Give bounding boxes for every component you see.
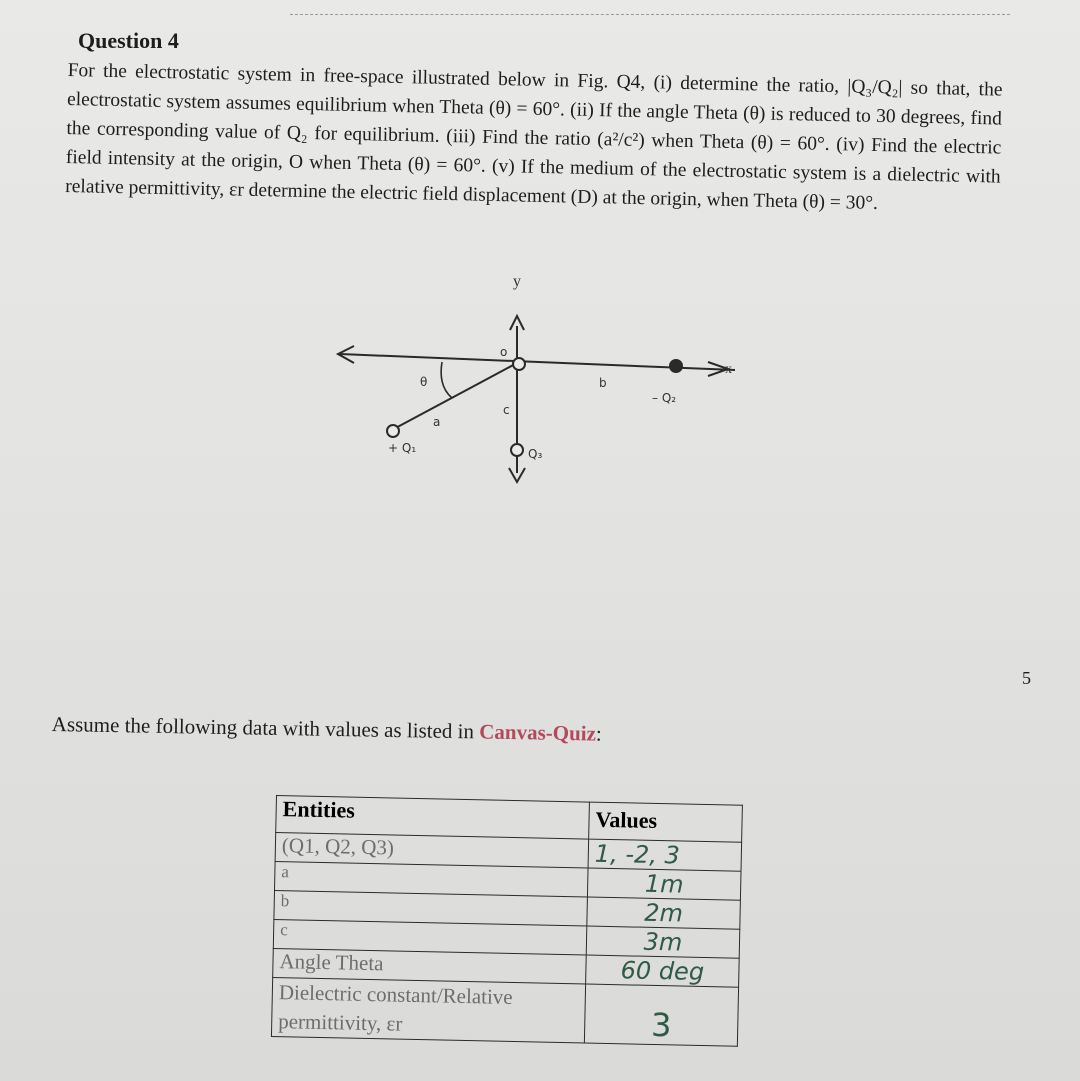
entity-cell: b (274, 890, 588, 926)
theta-label: θ (420, 375, 428, 389)
q1-charge-icon (387, 425, 399, 437)
header-entities: Entities (276, 796, 590, 840)
entity-cell: a (274, 861, 588, 897)
x-axis-label: x (725, 362, 732, 377)
origin-label: o (500, 345, 508, 359)
b-label: b (599, 376, 607, 390)
top-divider (290, 14, 1010, 15)
assume-line (52, 712, 602, 747)
a-label: a (433, 415, 441, 429)
canvas-quiz-highlight: Canvas-Quiz (479, 719, 597, 746)
entity-cell: c (273, 919, 587, 955)
margin-number: 5 (1022, 668, 1031, 688)
question-text-block (65, 56, 1003, 221)
c-label: c (503, 403, 510, 417)
q3-label: Q₃ (528, 447, 543, 461)
header-values: Values (589, 802, 743, 842)
assume-prefix: Assume the following data with values as listed in (51, 712, 480, 744)
data-table-wrap (271, 795, 743, 1047)
value-cell: 1m (587, 868, 741, 900)
data-table (271, 795, 743, 1047)
value-cell: 1, -2, 3 (588, 839, 742, 871)
q2-label: – Q₂ (652, 391, 677, 405)
value-cell: 60 deg (586, 955, 740, 987)
table-row (271, 977, 738, 1046)
q2-charge-icon (669, 359, 683, 373)
entity-cell: Dielectric constant/Relative permittivity, εr (271, 977, 585, 1043)
value-cell: 3m (586, 926, 740, 958)
entity-cell: (Q1, Q2, Q3) (275, 833, 589, 869)
question-text: For the electrostatic system in free-space illustrated below in Fig. Q4, (i) determine the ratio, |Q₃/Q₂| so that, the electrostatic system assumes equilibrium when Theta (θ) = 60°. (ii) If the angle Theta (θ) is reduced to 30 degrees, find the corresponding value of Q₂ for equilibrium. (iii) Find the ratio (a²/c²) when Theta (θ) = 60°. (iv) Find the electric field intensity at the origin, O when Theta (θ) = 60°. (v) If the medium of the electrostatic system is a dielectric with relative permittivity, εr determine the electric field displacement (D) at the origin, when Theta (θ) = 30°. (65, 59, 1003, 214)
figure-q4 (330, 268, 750, 493)
theta-arc (441, 362, 452, 398)
q1-label: + Q₁ (388, 441, 417, 455)
value-cell: 2m (587, 897, 741, 929)
q3-charge-icon (511, 444, 523, 456)
line-a (390, 363, 517, 431)
question-title: Question 4 (78, 28, 179, 53)
value-cell: 3 (584, 984, 738, 1046)
assume-suffix: : (595, 721, 602, 746)
origin-marker (513, 358, 525, 370)
entity-cell: Angle Theta (273, 948, 587, 984)
y-axis-label: y (513, 273, 521, 290)
